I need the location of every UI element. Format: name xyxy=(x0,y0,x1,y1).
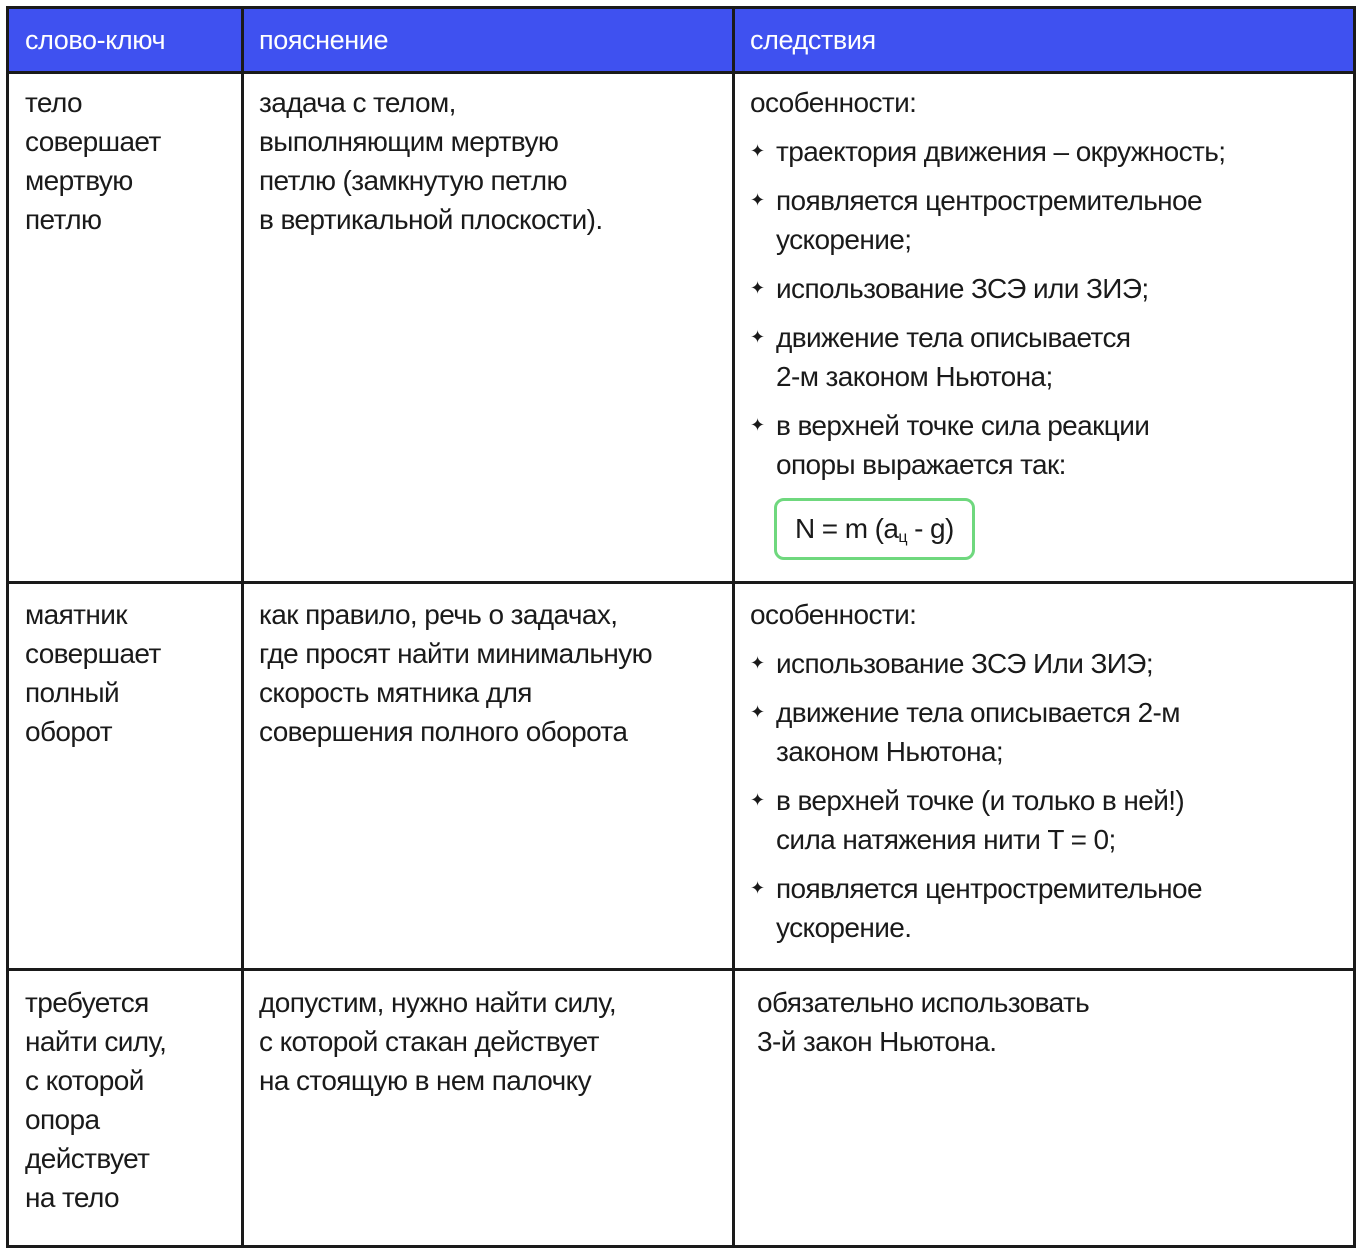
formula-box: N = m $(a_ц - g)$ xyxy=(774,498,975,560)
list-item: ✦ в верхней точке сила реакции опоры выражается так: xyxy=(750,406,1350,484)
explanation-line: выполняющим мертвую xyxy=(259,126,559,157)
keyword-line: тело xyxy=(25,87,82,118)
keyword-line: с которой xyxy=(25,1065,144,1096)
features-list xyxy=(750,644,1350,947)
table-row-2-keyword xyxy=(25,595,225,751)
explanation-line: совершения полного оборота xyxy=(259,716,628,747)
consequence-line: обязательно использовать xyxy=(757,987,1090,1018)
list-item: ✦ движение тела описывается 2-м законом Ньютона; xyxy=(750,693,1350,771)
explanation-line: где просят найти минимальную xyxy=(259,638,653,669)
table-row-1-explanation xyxy=(259,83,729,239)
column-divider xyxy=(732,9,735,1245)
explanation-line: с которой стакан действует xyxy=(259,1026,599,1057)
star-bullet-icon: ✦ xyxy=(750,278,765,298)
list-item: ✦ использование ЗСЭ Или ЗИЭ; xyxy=(750,644,1350,683)
star-bullet-icon: ✦ xyxy=(750,653,765,673)
table-row-2-explanation xyxy=(259,595,729,751)
star-bullet-icon: ✦ xyxy=(750,190,765,210)
explanation-line: как правило, речь о задачах, xyxy=(259,599,618,630)
star-bullet-icon: ✦ xyxy=(750,878,765,898)
list-item: ✦ использование ЗСЭ или ЗИЭ; xyxy=(750,269,1350,308)
keyword-line: требуется xyxy=(25,987,149,1018)
list-item: ✦ траектория движения – окружность; xyxy=(750,132,1350,171)
keyword-line: маятник xyxy=(25,599,127,630)
explanation-line: на стоящую в нем палочку xyxy=(259,1065,592,1096)
table-row-3-keyword xyxy=(25,983,225,1217)
consequence-line: 3-й закон Ньютона. xyxy=(757,1026,997,1057)
row-divider xyxy=(9,71,1353,74)
keyword-line: петлю xyxy=(25,204,102,235)
row-divider xyxy=(9,581,1353,584)
features-list xyxy=(750,132,1350,484)
star-bullet-icon: ✦ xyxy=(750,415,765,435)
keyword-line: совершает xyxy=(25,126,161,157)
explanation-line: в вертикальной плоскости). xyxy=(259,204,603,235)
keyword-line: совершает xyxy=(25,638,161,669)
table-row-1-consequences xyxy=(750,83,1350,560)
row-divider xyxy=(9,968,1353,971)
header-explanation: пояснение xyxy=(259,25,389,55)
explanation-line: допустим, нужно найти силу, xyxy=(259,987,617,1018)
list-item: ✦ в верхней точке (и только в ней!) сила натяжения нити T = 0; xyxy=(750,781,1350,859)
features-heading: особенности: xyxy=(750,599,917,630)
star-bullet-icon: ✦ xyxy=(750,141,765,161)
keyword-line: полный xyxy=(25,677,120,708)
keyword-line: найти силу, xyxy=(25,1026,167,1057)
keyword-line: на тело xyxy=(25,1182,119,1213)
explanation-line: задача с телом, xyxy=(259,87,456,118)
table-row-1-keyword xyxy=(25,83,225,239)
table-header xyxy=(9,9,1353,71)
list-item: ✦ движение тела описывается 2-м законом Ньютона; xyxy=(750,318,1350,396)
table-row-3-explanation xyxy=(259,983,729,1100)
column-divider xyxy=(241,9,244,1245)
keyword-line: оборот xyxy=(25,716,112,747)
keyword-line: действует xyxy=(25,1143,150,1174)
star-bullet-icon: ✦ xyxy=(750,790,765,810)
table-row-2-consequences xyxy=(750,595,1350,957)
table-row-3-consequences xyxy=(757,983,1357,1061)
key-words-table xyxy=(6,6,1356,1248)
keyword-line: мертвую xyxy=(25,165,133,196)
list-item: ✦ появляется центростремительное ускорение; xyxy=(750,181,1350,259)
explanation-line: петлю (замкнутую петлю xyxy=(259,165,567,196)
keyword-line: опора xyxy=(25,1104,100,1135)
list-item: ✦ появляется центростремительное ускорение. xyxy=(750,869,1350,947)
features-heading: особенности: xyxy=(750,87,917,118)
explanation-line: скорость мятника для xyxy=(259,677,532,708)
header-consequences: следствия xyxy=(750,25,876,55)
star-bullet-icon: ✦ xyxy=(750,702,765,722)
header-keyword: слово-ключ xyxy=(25,25,166,55)
star-bullet-icon: ✦ xyxy=(750,327,765,347)
